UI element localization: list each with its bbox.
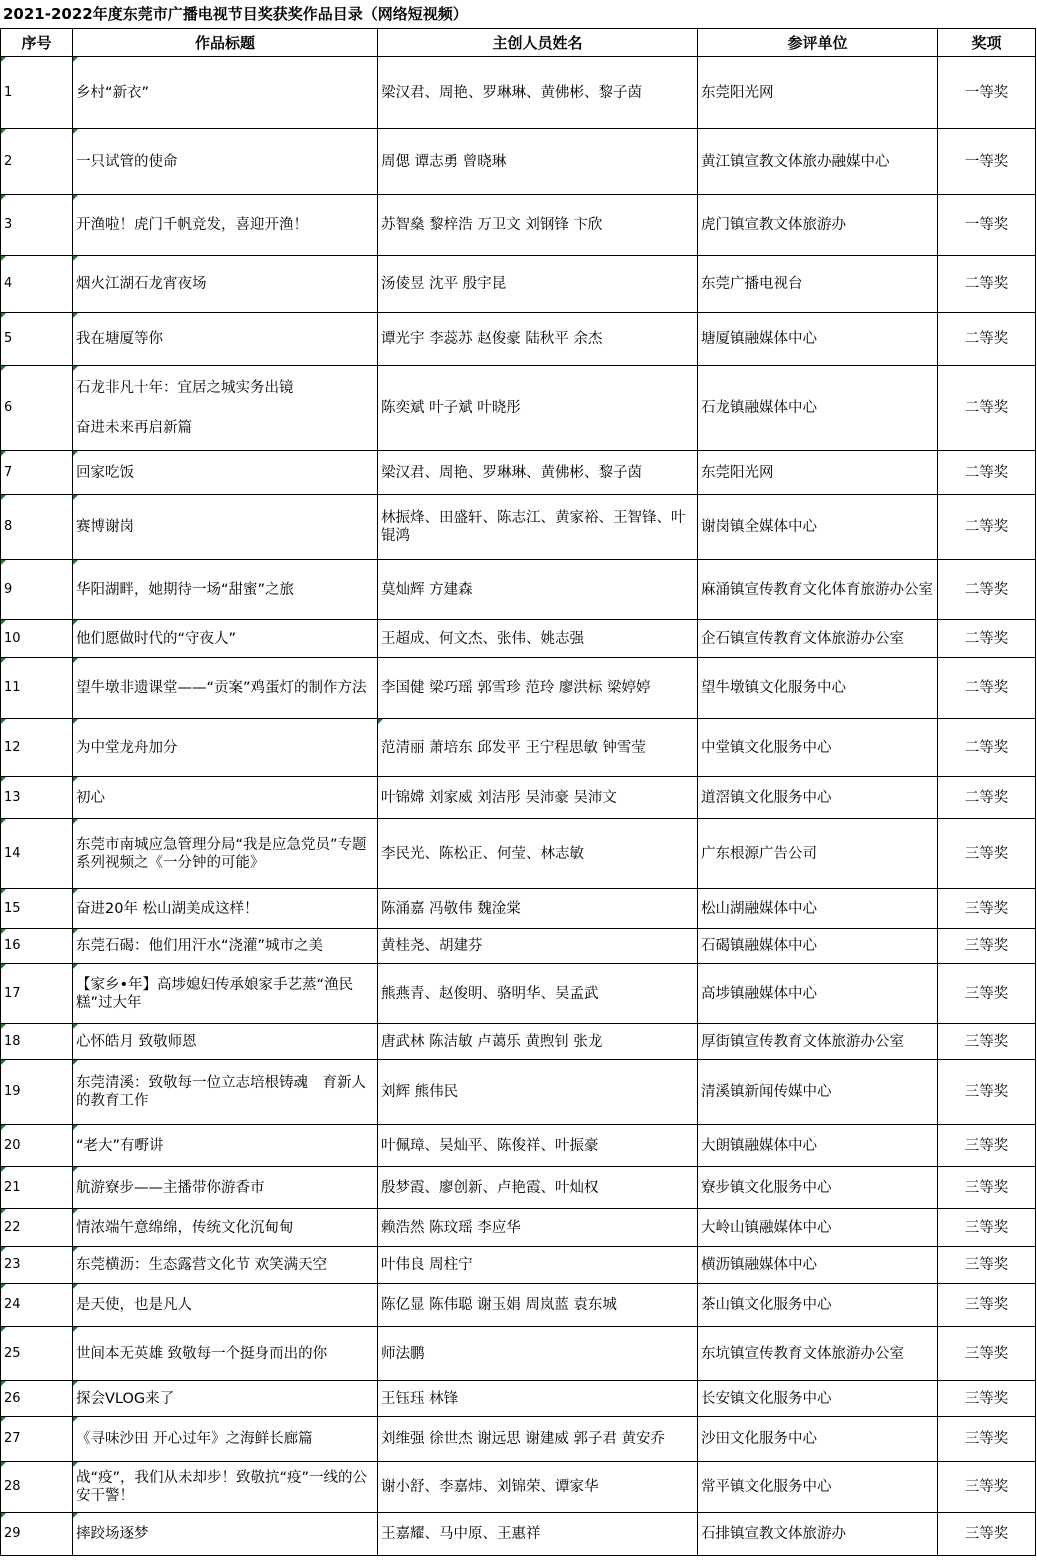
table-row bbox=[1, 964, 1036, 1024]
table-row bbox=[1, 1060, 1036, 1125]
table-row bbox=[1, 1167, 1036, 1209]
row-number: 3 bbox=[1, 195, 73, 256]
creator-names: 林振烽、田盛轩、陈志江、黄家裕、王智锋、叶锟鸿 bbox=[378, 495, 698, 560]
header-num: 序号 bbox=[1, 29, 73, 57]
award-level: 二等奖 bbox=[938, 620, 1036, 658]
header-award: 奖项 bbox=[938, 29, 1036, 57]
row-number: 10 bbox=[1, 620, 73, 658]
participating-org: 东莞广播电视台 bbox=[698, 256, 938, 313]
table-row bbox=[1, 1284, 1036, 1327]
work-title: 航游寮步——主播带你游香市 bbox=[73, 1167, 378, 1209]
creator-names: 李民光、陈松正、何莹、林志敏 bbox=[378, 819, 698, 889]
participating-org: 塘厦镇融媒体中心 bbox=[698, 313, 938, 366]
participating-org: 广东根源广告公司 bbox=[698, 819, 938, 889]
participating-org: 长安镇文化服务中心 bbox=[698, 1381, 938, 1417]
row-number: 17 bbox=[1, 964, 73, 1024]
award-level: 二等奖 bbox=[938, 451, 1036, 495]
participating-org: 石排镇宣教文体旅游办 bbox=[698, 1513, 938, 1556]
work-title: 世间本无英雄 致敬每一个挺身而出的你 bbox=[73, 1327, 378, 1381]
table-row bbox=[1, 620, 1036, 658]
table-row bbox=[1, 195, 1036, 256]
award-level: 三等奖 bbox=[938, 1060, 1036, 1125]
participating-org: 石龙镇融媒体中心 bbox=[698, 366, 938, 451]
creator-names: 范清丽 萧培东 邱发平 王宁程思敏 钟雪莹 bbox=[378, 719, 698, 777]
award-level: 二等奖 bbox=[938, 366, 1036, 451]
document-title: 2021-2022年度东莞市广播电视节目奖获奖作品目录（网络短视频） bbox=[3, 5, 468, 23]
table-row bbox=[1, 1381, 1036, 1417]
creator-names: 陈涌嘉 冯敬伟 魏淦棠 bbox=[378, 889, 698, 929]
creator-names: 师法鹏 bbox=[378, 1327, 698, 1381]
table-row bbox=[1, 451, 1036, 495]
work-title: 情浓端午意绵绵，传统文化沉甸甸 bbox=[73, 1209, 378, 1247]
row-number: 21 bbox=[1, 1167, 73, 1209]
participating-org: 沙田文化服务中心 bbox=[698, 1417, 938, 1462]
work-title: 《寻味沙田 开心过年》之海鲜长廊篇 bbox=[73, 1417, 378, 1462]
award-level: 三等奖 bbox=[938, 964, 1036, 1024]
award-level: 二等奖 bbox=[938, 560, 1036, 620]
participating-org: 茶山镇文化服务中心 bbox=[698, 1284, 938, 1327]
award-level: 三等奖 bbox=[938, 929, 1036, 964]
creator-names: 熊燕青、赵俊明、骆明华、吴孟武 bbox=[378, 964, 698, 1024]
work-title: 为中堂龙舟加分 bbox=[73, 719, 378, 777]
award-level: 一等奖 bbox=[938, 57, 1036, 129]
participating-org: 东坑镇宣传教育文体旅游办公室 bbox=[698, 1327, 938, 1381]
participating-org: 东莞阳光网 bbox=[698, 57, 938, 129]
award-level: 一等奖 bbox=[938, 129, 1036, 195]
table-row bbox=[1, 1247, 1036, 1284]
table-row bbox=[1, 1125, 1036, 1167]
work-title: 东莞市南城应急管理分局“我是应急党员”专题系列视频之《一分钟的可能》 bbox=[73, 819, 378, 889]
award-level: 三等奖 bbox=[938, 1125, 1036, 1167]
table-row bbox=[1, 1209, 1036, 1247]
row-number: 14 bbox=[1, 819, 73, 889]
creator-names: 汤倰昱 沈平 殷宇昆 bbox=[378, 256, 698, 313]
creator-names: 苏智燊 黎梓浩 万卫文 刘钢锋 卞欣 bbox=[378, 195, 698, 256]
row-number: 12 bbox=[1, 719, 73, 777]
creator-names: 王超成、何文杰、张伟、姚志强 bbox=[378, 620, 698, 658]
row-number: 23 bbox=[1, 1247, 73, 1284]
table-row bbox=[1, 777, 1036, 819]
work-title: 初心 bbox=[73, 777, 378, 819]
work-title bbox=[73, 366, 378, 451]
table-row bbox=[1, 719, 1036, 777]
creator-names: 王嘉耀、马中原、王惠祥 bbox=[378, 1513, 698, 1556]
award-level: 三等奖 bbox=[938, 1247, 1036, 1284]
row-number: 25 bbox=[1, 1327, 73, 1381]
row-number: 13 bbox=[1, 777, 73, 819]
row-number: 16 bbox=[1, 929, 73, 964]
creator-names: 叶锦嫦 刘家威 刘洁彤 吴沛豪 吴沛文 bbox=[378, 777, 698, 819]
participating-org: 横沥镇融媒体中心 bbox=[698, 1247, 938, 1284]
row-number: 1 bbox=[1, 57, 73, 129]
table-row bbox=[1, 1024, 1036, 1060]
row-number: 19 bbox=[1, 1060, 73, 1125]
participating-org: 寮步镇文化服务中心 bbox=[698, 1167, 938, 1209]
row-number: 5 bbox=[1, 313, 73, 366]
award-level: 三等奖 bbox=[938, 1462, 1036, 1513]
participating-org: 道滘镇文化服务中心 bbox=[698, 777, 938, 819]
work-title: 奋进20年 松山湖美成这样！ bbox=[73, 889, 378, 929]
work-title: 乡村“新衣” bbox=[73, 57, 378, 129]
participating-org: 清溪镇新闻传媒中心 bbox=[698, 1060, 938, 1125]
work-title: 回家吃饭 bbox=[73, 451, 378, 495]
award-level: 二等奖 bbox=[938, 256, 1036, 313]
creator-names: 刘辉 熊伟民 bbox=[378, 1060, 698, 1125]
award-level: 三等奖 bbox=[938, 889, 1036, 929]
header-org: 参评单位 bbox=[698, 29, 938, 57]
participating-org: 大朗镇融媒体中心 bbox=[698, 1125, 938, 1167]
table-row bbox=[1, 256, 1036, 313]
creator-names: 王钰珏 林锋 bbox=[378, 1381, 698, 1417]
participating-org: 大岭山镇融媒体中心 bbox=[698, 1209, 938, 1247]
creator-names: 周偲 谭志勇 曾晓琳 bbox=[378, 129, 698, 195]
row-number: 7 bbox=[1, 451, 73, 495]
award-level: 三等奖 bbox=[938, 1513, 1036, 1556]
work-title: 我在塘厦等你 bbox=[73, 313, 378, 366]
award-level: 二等奖 bbox=[938, 313, 1036, 366]
table-row bbox=[1, 1513, 1036, 1556]
row-number: 18 bbox=[1, 1024, 73, 1060]
row-number: 22 bbox=[1, 1209, 73, 1247]
row-number: 26 bbox=[1, 1381, 73, 1417]
work-title: 【家乡•年】高埗媳妇传承娘家手艺蒸“渔民糕”过大年 bbox=[73, 964, 378, 1024]
participating-org: 高埗镇融媒体中心 bbox=[698, 964, 938, 1024]
work-title: 东莞清溪：致敬每一位立志培根铸魂 育新人的教育工作 bbox=[73, 1060, 378, 1125]
participating-org: 厚街镇宣传教育文体旅游办公室 bbox=[698, 1024, 938, 1060]
table-row bbox=[1, 929, 1036, 964]
table-row bbox=[1, 560, 1036, 620]
participating-org: 企石镇宣传教育文体旅游办公室 bbox=[698, 620, 938, 658]
row-number: 4 bbox=[1, 256, 73, 313]
table-row bbox=[1, 129, 1036, 195]
creator-names: 赖浩然 陈玟瑶 李应华 bbox=[378, 1209, 698, 1247]
creator-names: 莫灿辉 方建森 bbox=[378, 560, 698, 620]
award-level: 三等奖 bbox=[938, 1167, 1036, 1209]
award-level: 三等奖 bbox=[938, 1381, 1036, 1417]
header-row bbox=[1, 29, 1036, 57]
participating-org: 麻涌镇宣传教育文化体育旅游办公室 bbox=[698, 560, 938, 620]
row-number: 15 bbox=[1, 889, 73, 929]
creator-names: 叶伟良 周柱宁 bbox=[378, 1247, 698, 1284]
work-title: 赛博谢岗 bbox=[73, 495, 378, 560]
creator-names: 梁汉君、周艳、罗琳琳、黄佛彬、黎子茵 bbox=[378, 57, 698, 129]
award-level: 三等奖 bbox=[938, 1327, 1036, 1381]
creator-names: 唐武林 陈洁敏 卢蔼乐 黄煦钊 张龙 bbox=[378, 1024, 698, 1060]
participating-org: 谢岗镇全媒体中心 bbox=[698, 495, 938, 560]
work-title-line-1: 石龙非凡十年：宜居之城实务出镜 bbox=[76, 380, 294, 396]
creator-names: 殷梦霞、廖创新、卢艳霞、叶灿权 bbox=[378, 1167, 698, 1209]
creator-names: 谭光宇 李蕊苏 赵俊豪 陆秋平 余杰 bbox=[378, 313, 698, 366]
creator-names: 黄桂尧、胡建芬 bbox=[378, 929, 698, 964]
work-title: 华阳湖畔，她期待一场“甜蜜”之旅 bbox=[73, 560, 378, 620]
work-title: 开渔啦！虎门千帆竞发，喜迎开渔！ bbox=[73, 195, 378, 256]
participating-org: 虎门镇宣教文体旅游办 bbox=[698, 195, 938, 256]
award-level: 二等奖 bbox=[938, 658, 1036, 719]
award-level: 三等奖 bbox=[938, 1024, 1036, 1060]
table-row bbox=[1, 658, 1036, 719]
award-level: 三等奖 bbox=[938, 819, 1036, 889]
participating-org: 望牛墩镇文化服务中心 bbox=[698, 658, 938, 719]
creator-names: 梁汉君、周艳、罗琳琳、黄佛彬、黎子茵 bbox=[378, 451, 698, 495]
work-title: 一只试管的使命 bbox=[73, 129, 378, 195]
table-row bbox=[1, 495, 1036, 560]
creator-names: 陈奕斌 叶子斌 叶晓彤 bbox=[378, 366, 698, 451]
row-number: 29 bbox=[1, 1513, 73, 1556]
participating-org: 中堂镇文化服务中心 bbox=[698, 719, 938, 777]
work-title: 东莞横沥：生态露营文化节 欢笑满天空 bbox=[73, 1247, 378, 1284]
award-level: 一等奖 bbox=[938, 195, 1036, 256]
award-level: 三等奖 bbox=[938, 1284, 1036, 1327]
table-row bbox=[1, 57, 1036, 129]
award-level: 三等奖 bbox=[938, 1209, 1036, 1247]
work-title: 心怀皓月 致敬师恩 bbox=[73, 1024, 378, 1060]
work-title: 战“疫”，我们从未却步！致敬抗“疫”一线的公安干警！ bbox=[73, 1462, 378, 1513]
work-title: 是天使，也是凡人 bbox=[73, 1284, 378, 1327]
participating-org: 松山湖融媒体中心 bbox=[698, 889, 938, 929]
work-title: 烟火江湖石龙宵夜场 bbox=[73, 256, 378, 313]
table-row bbox=[1, 819, 1036, 889]
creator-names: 谢小舒、李嘉炜、刘锦荣、谭家华 bbox=[378, 1462, 698, 1513]
row-number: 2 bbox=[1, 129, 73, 195]
creator-names: 陈亿显 陈伟聪 谢玉娟 周岚蓝 袁东城 bbox=[378, 1284, 698, 1327]
work-title-line-2: 奋进未来再启新篇 bbox=[76, 420, 192, 436]
award-level: 三等奖 bbox=[938, 1417, 1036, 1462]
row-number: 28 bbox=[1, 1462, 73, 1513]
table-row bbox=[1, 1417, 1036, 1462]
work-title: 他们愿做时代的“守夜人” bbox=[73, 620, 378, 658]
row-number: 27 bbox=[1, 1417, 73, 1462]
work-title: 摔跤场逐梦 bbox=[73, 1513, 378, 1556]
work-title: “老大”有嘢讲 bbox=[73, 1125, 378, 1167]
awards-table bbox=[0, 28, 1036, 1556]
row-number: 11 bbox=[1, 658, 73, 719]
creator-names: 叶佩璋、吴灿平、陈俊祥、叶振豪 bbox=[378, 1125, 698, 1167]
creator-names: 李国健 梁巧瑶 郭雪珍 范玲 廖洪标 梁婷婷 bbox=[378, 658, 698, 719]
table-row bbox=[1, 313, 1036, 366]
participating-org: 常平镇文化服务中心 bbox=[698, 1462, 938, 1513]
award-level: 二等奖 bbox=[938, 719, 1036, 777]
header-creators: 主创人员姓名 bbox=[378, 29, 698, 57]
header-title: 作品标题 bbox=[73, 29, 378, 57]
table-row bbox=[1, 889, 1036, 929]
work-title: 东莞石碣：他们用汗水“浇灌”城市之美 bbox=[73, 929, 378, 964]
table-row bbox=[1, 1462, 1036, 1513]
participating-org: 黄江镇宣教文体旅办融媒中心 bbox=[698, 129, 938, 195]
table-row bbox=[1, 366, 1036, 451]
work-title: 探会VLOG来了 bbox=[73, 1381, 378, 1417]
award-level: 二等奖 bbox=[938, 495, 1036, 560]
row-number: 6 bbox=[1, 366, 73, 451]
row-number: 20 bbox=[1, 1125, 73, 1167]
award-level: 二等奖 bbox=[938, 777, 1036, 819]
table-row bbox=[1, 1327, 1036, 1381]
work-title: 望牛墩非遗课堂——“贡案”鸡蛋灯的制作方法 bbox=[73, 658, 378, 719]
creator-names: 刘维强 徐世杰 谢远思 谢建威 郭子君 黄安乔 bbox=[378, 1417, 698, 1462]
row-number: 8 bbox=[1, 495, 73, 560]
row-number: 24 bbox=[1, 1284, 73, 1327]
participating-org: 东莞阳光网 bbox=[698, 451, 938, 495]
row-number: 9 bbox=[1, 560, 73, 620]
participating-org: 石碣镇融媒体中心 bbox=[698, 929, 938, 964]
